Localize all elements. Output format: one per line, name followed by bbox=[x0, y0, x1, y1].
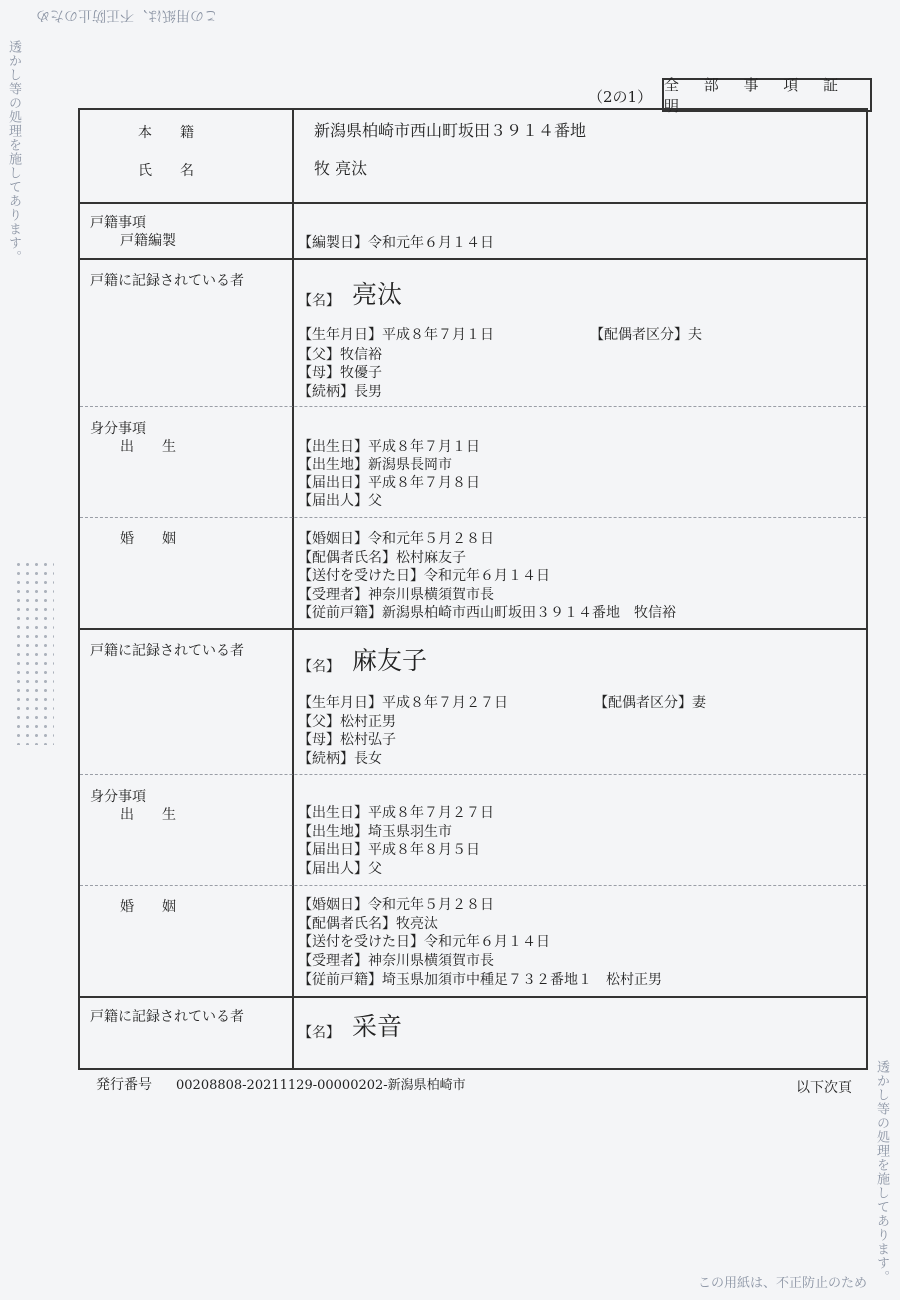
issue-number: 00208808-20211129-00000202-新潟県柏崎市 bbox=[176, 1078, 466, 1093]
person1-previous-koseki: 【従前戸籍】新潟県柏崎市西山町坂田３９１４番地 牧信裕 bbox=[298, 605, 676, 621]
person1-mother: 【母】牧優子 bbox=[298, 365, 382, 381]
honseki-value: 新潟県柏崎市西山町坂田３９１４番地 bbox=[314, 121, 587, 140]
person1-birth-label: 出 生 bbox=[120, 439, 176, 455]
person2-report-day: 【届出日】平成８年８月５日 bbox=[298, 842, 480, 858]
koseki-document bbox=[78, 108, 868, 1070]
person2-section-label: 戸籍に記録されている者 bbox=[90, 643, 244, 659]
person1-reporter: 【届出人】父 bbox=[298, 493, 382, 509]
person1-received-day: 【送付を受けた日】令和元年６月１４日 bbox=[298, 568, 550, 584]
person3-section-label: 戸籍に記録されている者 bbox=[90, 1009, 244, 1025]
shimei-label: 氏 名 bbox=[138, 163, 194, 179]
person2-marriage-label: 婚 姻 bbox=[120, 899, 176, 915]
row-divider bbox=[80, 996, 866, 998]
koseki-hensei-label: 戸籍編製 bbox=[120, 233, 176, 249]
person2-father: 【父】松村正男 bbox=[298, 714, 396, 730]
person2-name: 麻友子 bbox=[352, 646, 428, 675]
person2-receiver: 【受理者】神奈川県横須賀市長 bbox=[298, 953, 494, 969]
column-divider bbox=[292, 110, 294, 1068]
person1-spouse-name: 【配偶者氏名】松村麻友子 bbox=[298, 550, 466, 566]
person1-marriage-day: 【婚姻日】令和元年５月２８日 bbox=[298, 531, 494, 547]
row-divider bbox=[80, 258, 866, 260]
person2-reporter: 【届出人】父 bbox=[298, 861, 382, 877]
person2-mother: 【母】松村弘子 bbox=[298, 732, 396, 748]
dashed-divider bbox=[80, 406, 866, 407]
watermark-bottom-text: この用紙は、不正防止のため bbox=[698, 1276, 868, 1291]
person2-spouse-name: 【配偶者氏名】牧亮汰 bbox=[298, 916, 438, 932]
person2-relation: 【続柄】長女 bbox=[298, 751, 382, 767]
person2-previous-koseki: 【従前戸籍】埼玉県加須市中種足７３２番地１ 松村正男 bbox=[298, 972, 662, 988]
person2-spouse-kubun: 【配偶者区分】妻 bbox=[594, 695, 706, 711]
certificate-title-box bbox=[662, 76, 872, 115]
watermark-left-text: 透かし等の処理を施してあります。 bbox=[6, 40, 21, 264]
person1-section-label: 戸籍に記録されている者 bbox=[90, 273, 244, 289]
row-divider bbox=[80, 202, 866, 204]
person2-marriage-day: 【婚姻日】令和元年５月２８日 bbox=[298, 897, 494, 913]
next-page-note: 以下次頁 bbox=[796, 1080, 852, 1096]
dashed-divider bbox=[80, 885, 866, 886]
person2-birth-day: 【出生日】平成８年７月２７日 bbox=[298, 805, 494, 821]
person1-name-tag: 【名】 bbox=[298, 293, 340, 309]
person2-birth: 【生年月日】平成８年７月２７日 bbox=[298, 695, 508, 711]
person1-birth-day: 【出生日】平成８年７月１日 bbox=[298, 439, 480, 455]
watermark-right-text: 透かし等の処理を施してあります。 bbox=[874, 1060, 889, 1284]
person1-birth-place: 【出生地】新潟県長岡市 bbox=[298, 457, 452, 473]
hensei-date: 【編製日】令和元年６月１４日 bbox=[298, 235, 494, 251]
person2-birth-place: 【出生地】埼玉県羽生市 bbox=[298, 824, 452, 840]
security-dot-pattern bbox=[14, 560, 54, 745]
person2-mibun-label: 身分事項 bbox=[90, 789, 146, 805]
person1-relation: 【続柄】長男 bbox=[298, 384, 382, 400]
dashed-divider bbox=[80, 517, 866, 518]
certificate-title: 全 部 事 項 証 明 bbox=[664, 76, 849, 115]
row-divider bbox=[80, 628, 866, 630]
person2-received-day: 【送付を受けた日】令和元年６月１４日 bbox=[298, 934, 550, 950]
person1-mibun-label: 身分事項 bbox=[90, 421, 146, 437]
person1-father: 【父】牧信裕 bbox=[298, 347, 382, 363]
person2-birth-label: 出 生 bbox=[120, 807, 176, 823]
person1-name: 亮汰 bbox=[352, 280, 403, 309]
koseki-jiko-label: 戸籍事項 bbox=[90, 215, 146, 231]
honseki-label: 本 籍 bbox=[138, 125, 194, 141]
shimei-value: 牧 亮汰 bbox=[314, 159, 368, 178]
issue-number-label: 発行番号 bbox=[96, 1077, 152, 1093]
person3-name-tag: 【名】 bbox=[298, 1025, 340, 1041]
person1-birth: 【生年月日】平成８年７月１日 bbox=[298, 327, 494, 343]
dashed-divider bbox=[80, 774, 866, 775]
watermark-top-text: この用紙は、不正防止のため bbox=[36, 7, 218, 23]
person1-report-day: 【届出日】平成８年７月８日 bbox=[298, 475, 480, 491]
person1-receiver: 【受理者】神奈川県横須賀市長 bbox=[298, 587, 494, 603]
person3-name: 采音 bbox=[352, 1012, 403, 1041]
person2-name-tag: 【名】 bbox=[298, 659, 340, 675]
page-indicator: （2の1） bbox=[588, 88, 653, 106]
person1-spouse-kubun: 【配偶者区分】夫 bbox=[590, 327, 702, 343]
person1-marriage-label: 婚 姻 bbox=[120, 531, 176, 547]
